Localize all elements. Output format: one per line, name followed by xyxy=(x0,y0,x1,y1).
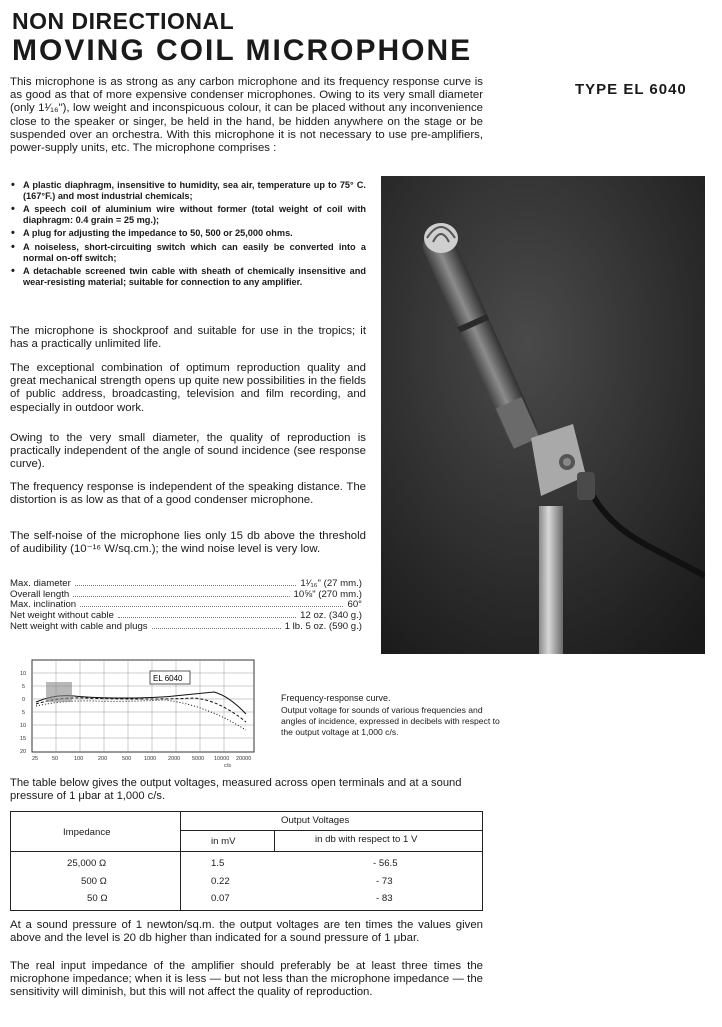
y-tick-label: 20 xyxy=(20,749,27,755)
x-tick-label: 100 xyxy=(74,756,84,762)
spec-row xyxy=(10,622,362,633)
column-header-db: in db with respect to 1 V xyxy=(315,834,418,845)
paragraph-self-noise: The self-noise of the microphone lies only 15 db above the threshold of audibility (10⁻¹⁶ W/sq.cm.); the wind noise level is very low. xyxy=(10,530,366,556)
x-tick-label: 10000 xyxy=(214,756,230,762)
spec-value: 1 lb. 5 oz. (590 g.) xyxy=(284,620,362,632)
output-voltage-table xyxy=(10,811,483,911)
y-tick-label: 0 xyxy=(22,697,26,703)
title-line-1: NON DIRECTIONAL xyxy=(12,8,235,34)
x-tick-label: 50 xyxy=(52,756,59,762)
table-cell-impedance: 500 Ω xyxy=(81,876,107,887)
y-tick-label: 10 xyxy=(20,723,27,729)
table-cell-mv: 1.5 xyxy=(211,858,225,869)
spec-label: Max. diameter xyxy=(10,578,71,589)
table-intro: The table below gives the output voltages, measured across open terminals and at a sound pressure of 1 μbar at 1,000 c/s. xyxy=(10,777,462,802)
x-tick-label: 500 xyxy=(122,756,132,762)
x-tick-label: 1000 xyxy=(144,756,157,762)
title-line-2: MOVING COIL MICROPHONE xyxy=(12,34,473,67)
x-tick-label: 5000 xyxy=(192,756,205,762)
table-cell-mv: 0.22 xyxy=(211,876,230,887)
column-header-mv: in mV xyxy=(211,836,236,847)
y-tick-label: 5 xyxy=(22,710,26,716)
spec-value: 60° xyxy=(347,599,362,611)
table-cell-impedance: 25,000 Ω xyxy=(67,858,107,869)
footer-paragraph-pressure: At a sound pressure of 1 newton/sq.m. the output voltages are ten times the values given above and the level is 20 db higher than indicated for a sound pressure of 1 μbar. xyxy=(10,919,483,945)
intro-paragraph: This microphone is as strong as any carbon microphone and its frequency response curve is as good as that of more expensive condenser microphones. Owing to its very small diameter (only 1¹⁄₁₆"), low weight and inconspicuous colour, it can be placed without any inconvenience close to the speaker or singer, be held in the hand, be hidden anywhere on the stage or be suspended over an orchestra. With this microphone it is not necessary to use pre-amplifiers, power-supply units, etc. The microphone comprises : xyxy=(10,76,483,155)
model-type-label: TYPE EL 6040 xyxy=(575,81,687,98)
spec-label: Net weight without cable xyxy=(10,610,114,622)
table-cell-db: - 73 xyxy=(376,876,393,887)
y-tick-label: 15 xyxy=(20,736,27,742)
paragraph-diameter: Owing to the very small diameter, the quality of reproduction is practically independent of the angle of sound incidence (see response curve). xyxy=(10,432,366,471)
table-cell-db: - 56.5 xyxy=(373,858,398,869)
y-tick-label: 10 xyxy=(20,671,27,677)
table-cell-impedance: 50 Ω xyxy=(87,893,108,904)
table-cell-db: - 83 xyxy=(376,893,393,904)
spec-value: 10⅝" (270 mm.) xyxy=(293,588,362,600)
spec-label: Nett weight with cable and plugs xyxy=(10,620,148,632)
graph-caption-text: Output voltage for sounds of various frequencies and angles of incidence, expressed in decibels with respect to the output voltage at 1,000 c/s. xyxy=(281,705,500,737)
column-header-impedance: Impedance xyxy=(63,827,111,838)
x-tick-label: 25 xyxy=(32,756,39,762)
graph-legend: EL 6040 xyxy=(153,674,183,683)
frequency-response-graph xyxy=(14,652,258,768)
microphone-photo xyxy=(381,176,705,654)
y-tick-label: 5 xyxy=(22,684,26,690)
spec-value: 12 oz. (340 g.) xyxy=(300,610,362,622)
paragraph-shockproof: The microphone is shockproof and suitable for use in the tropics; it has a practically unlimited life. xyxy=(10,325,366,351)
spec-value: 1¹⁄₁₆" (27 mm.) xyxy=(300,578,362,589)
feature-item: • A speech coil of aluminium wire without former (total weight of coil with diaphragm: 0.4 grain = 25 mg.); xyxy=(10,204,366,225)
x-tick-label: 200 xyxy=(98,756,108,762)
table-cell-mv: 0.07 xyxy=(211,893,230,904)
paragraph-frequency: The frequency response is independent of the speaking distance. The distortion is as low as that of a good condenser microphone. xyxy=(10,481,366,507)
x-tick-label: 20000 xyxy=(236,756,252,762)
spec-label: Overall length xyxy=(10,588,70,600)
column-group-header: Output Voltages xyxy=(281,815,350,826)
spec-list xyxy=(10,579,362,633)
feature-item: • A noiseless, short-circuiting switch which can easily be converted into a normal on-off switch; xyxy=(10,242,366,263)
feature-item: • A plug for adjusting the impedance to 50, 500 or 25,000 ohms. xyxy=(10,228,366,239)
footer-paragraph-impedance: The real input impedance of the amplifier should preferably be at least three times the microphone impedance; when it is less — but not less than the microphone impedance — the sensitivity will diminish, but this will not affect the quality of reproduction. xyxy=(10,960,483,999)
x-unit-label: c/s xyxy=(224,763,232,768)
paragraph-combination: The exceptional combination of optimum reproduction quality and great mechanical strength opens up quite new possibilities in the fields of public address, broadcasting, television and film recording, and especially in outdoor work. xyxy=(10,362,366,414)
feature-item: • A plastic diaphragm, insensitive to humidity, sea air, temperature up to 75° C. (167°F.) and most industrial chemicals; xyxy=(10,180,366,201)
graph-caption-title: Frequency-response curve. xyxy=(281,693,391,703)
feature-item: • A detachable screened twin cable with sheath of chemically insensitive and wear-resisting material; suitable for connection to any amplifier. xyxy=(10,266,366,287)
x-tick-label: 2000 xyxy=(168,756,181,762)
spec-label: Max. inclination xyxy=(10,599,77,611)
feature-list xyxy=(10,180,366,290)
